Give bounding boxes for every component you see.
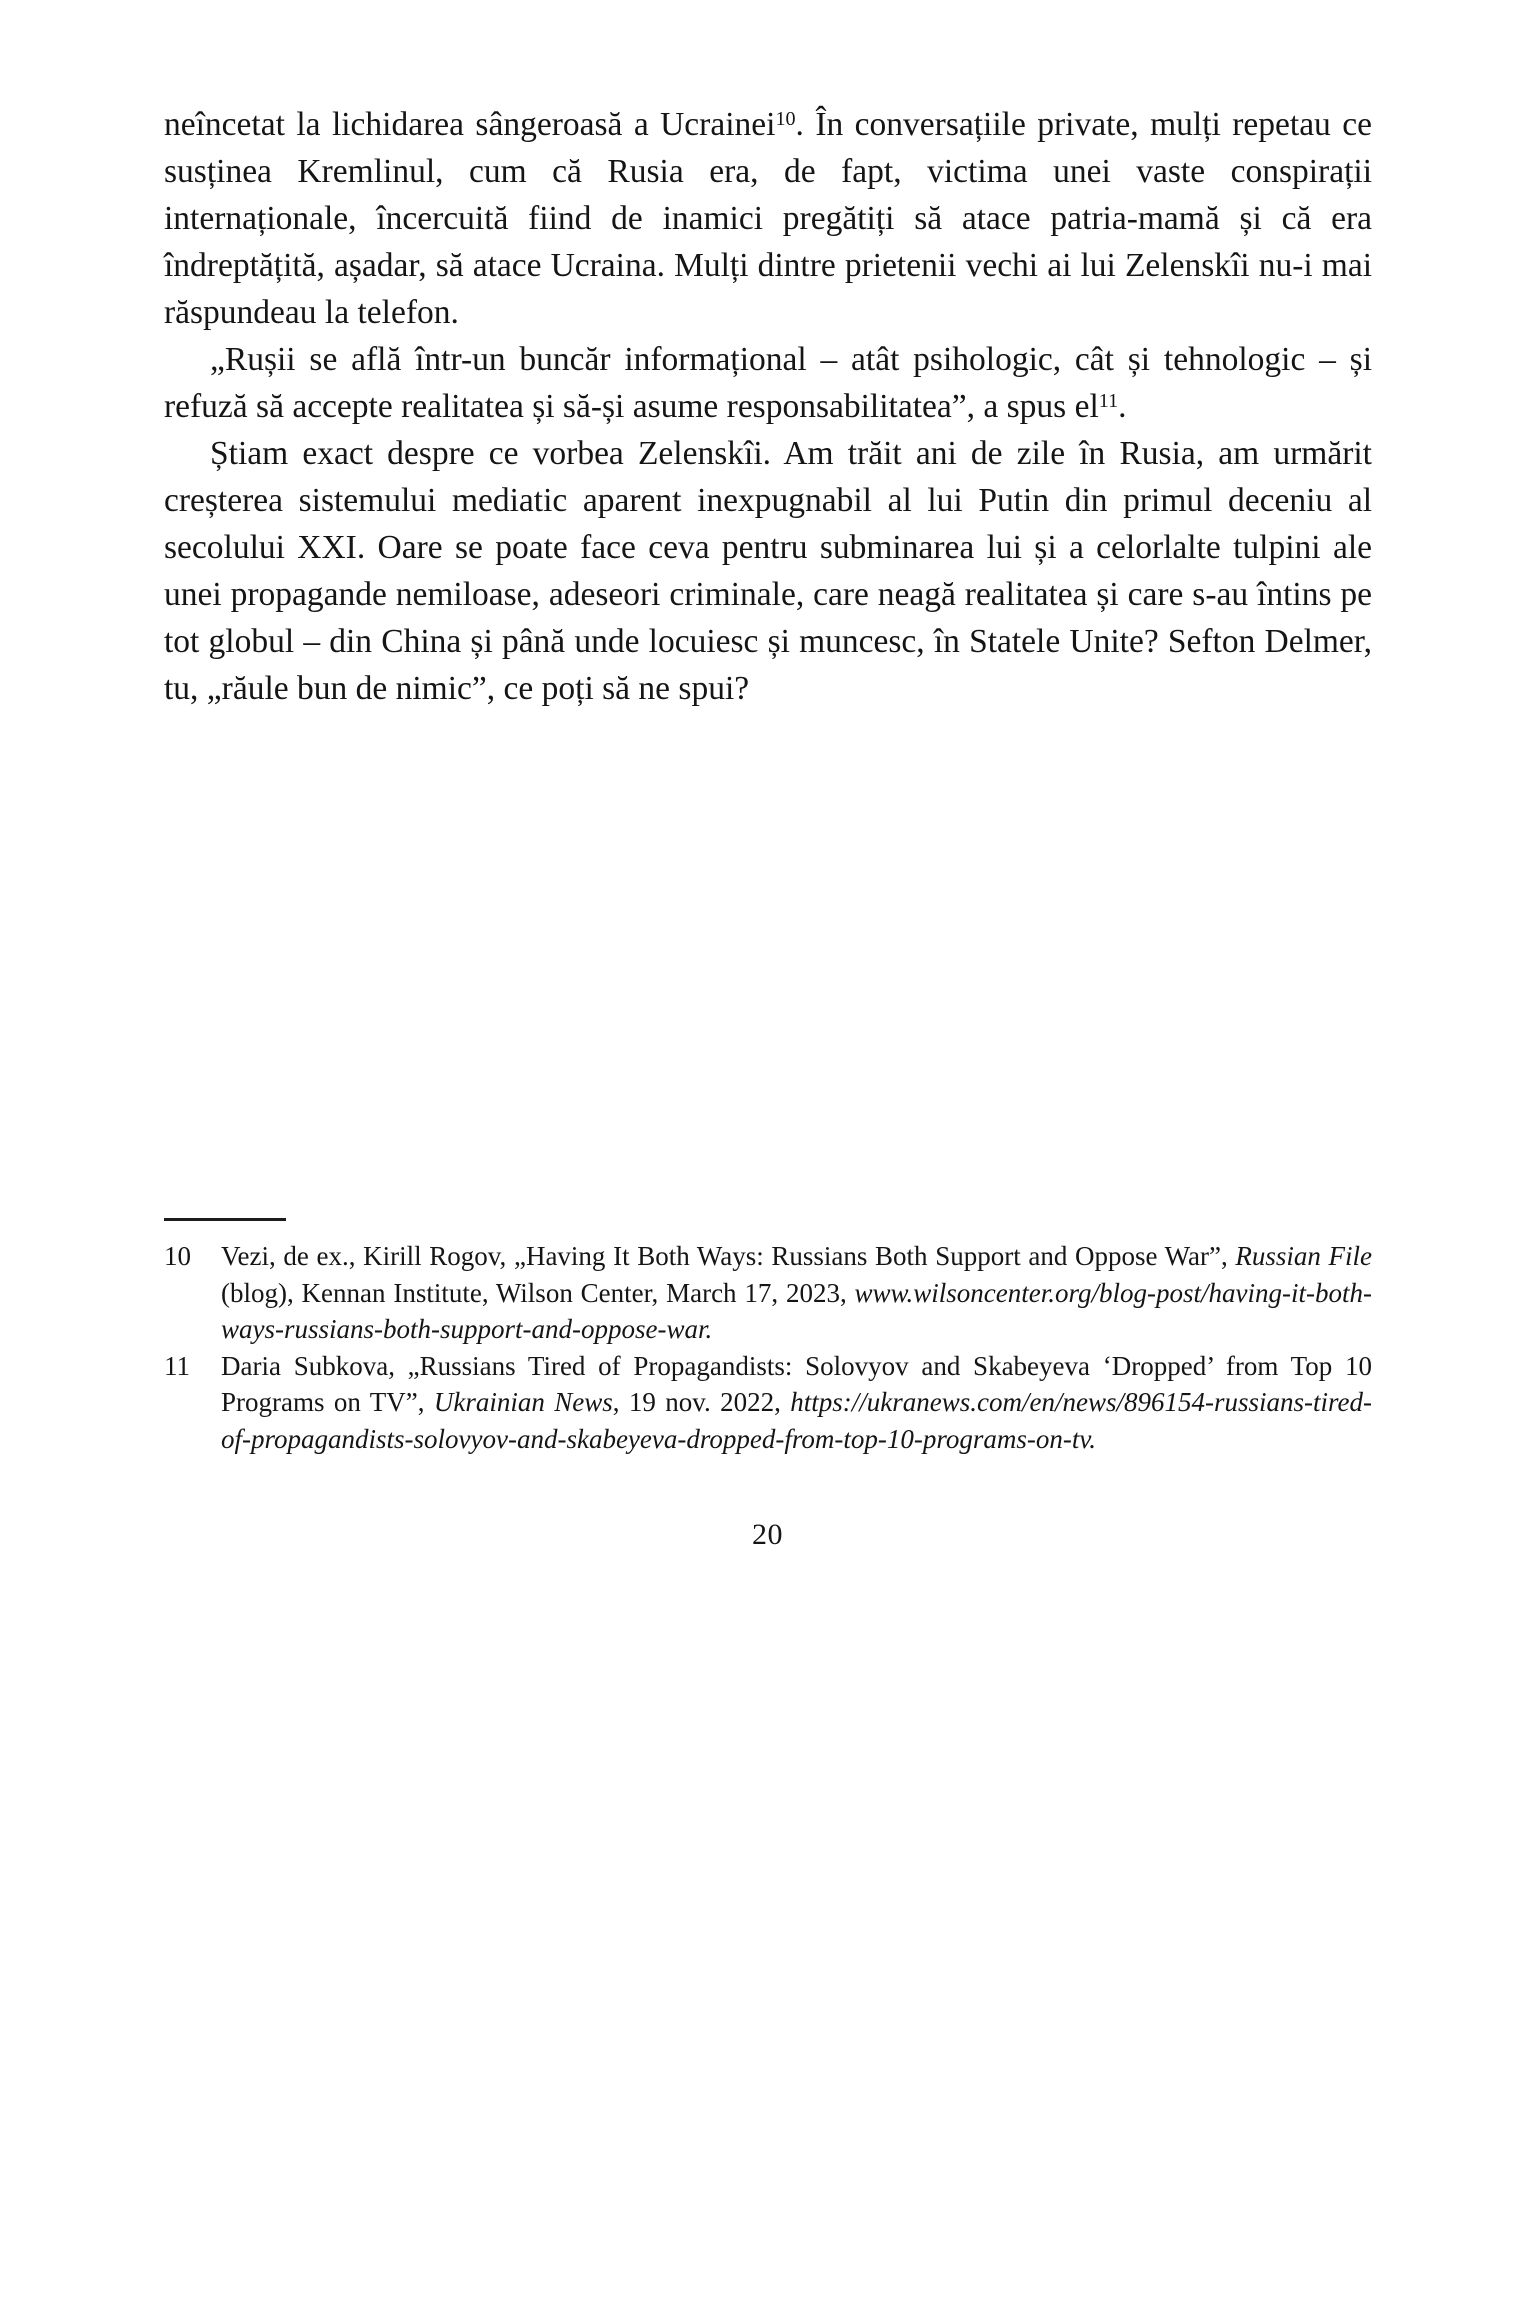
paragraph-2-text: „Rușii se află într-un buncăr informațional – atât psihologic, cât și tehnologic – și refuză să accepte realitatea și să-și asume responsabilitatea”, a spus el <box>164 341 1372 425</box>
paragraph-1-text: neîncetat la lichidarea sângeroasă a Ucrainei <box>164 106 776 143</box>
footnote-10-number: 10 <box>164 1241 191 1271</box>
footnote-11 <box>164 1348 1372 1458</box>
footnote-separator-rule <box>164 1218 286 1221</box>
footnotes-section <box>164 1218 1372 1457</box>
footnote-10-source-title: Russian File <box>1235 1241 1372 1271</box>
paragraph-2-text-cont: . <box>1118 388 1127 425</box>
paragraph-3-text: Știam exact despre ce vorbea Zelenskîi. Am trăit ani de zile în Rusia, am urmărit creșterea sistemului mediatic aparent inexpugnabil al lui Putin din primul deceniu al secolului XXI. Oare se poate face ceva pentru subminarea lui și a celorlalte tulpini ale unei propagande nemiloase, adeseori criminale, care neagă realitatea și care s-au întins pe tot globul – din China și până unde locuiesc și muncesc, în Statele Unite? Sefton Delmer, tu, „răule bun de nimic”, ce poți să ne spui? <box>164 435 1372 707</box>
footnote-11-seg-0: Daria Subkova, „Russians Tired of Propagandists: Solovyov and Skabeyeva ‘Dropped’ from Top 10 Programs on TV”, <box>221 1350 1372 1417</box>
footnote-11-source-title: Ukrainian News <box>433 1387 613 1417</box>
footnote-10 <box>164 1238 1372 1348</box>
footnote-11-text <box>221 1351 1372 1454</box>
footnote-ref-11: 11 <box>1098 390 1119 413</box>
footnote-10-text <box>221 1241 1372 1344</box>
footnote-10-seg-0: Vezi, de ex., Kirill Rogov, „Having It Both Ways: Russians Both Support and Oppose War”, <box>221 1241 1236 1271</box>
paragraph-1 <box>164 101 1372 336</box>
footnote-11-url: https://ukranews.com/en/news/896154-russians-tired-of-propagandists-solovyov-and-skabeyeva-dropped-from-top-10-programs-on-tv. <box>221 1387 1372 1454</box>
footnote-11-number: 11 <box>164 1350 190 1381</box>
footnote-10-seg-2: (blog), Kennan Institute, Wilson Center, March 17, 2023, <box>221 1277 855 1308</box>
body-text <box>164 101 1372 712</box>
paragraph-1-text-cont: . În conversațiile private, mulți repetau ce susținea Kremlinul, cum că Rusia era, de fapt, victima unei vaste conspirații internaționale, încercuită fiind de inamici pregătiți să atace patria-mamă și că era îndreptățită, așadar, să atace Ucraina. Mulți dintre prietenii vechi ai lui Zelenskîi nu-i mai răspundeau la telefon. <box>164 106 1372 331</box>
footnote-ref-10: 10 <box>775 108 796 131</box>
paragraph-2 <box>164 336 1372 430</box>
footnote-10-url: www.wilsoncenter.org/blog-post/having-it-both-ways-russians-both-support-and-oppose-war. <box>221 1277 1372 1344</box>
paragraph-3 <box>164 430 1372 712</box>
page-number: 20 <box>752 1518 783 1551</box>
footnote-11-seg-2: , 19 nov. 2022, <box>612 1387 791 1417</box>
